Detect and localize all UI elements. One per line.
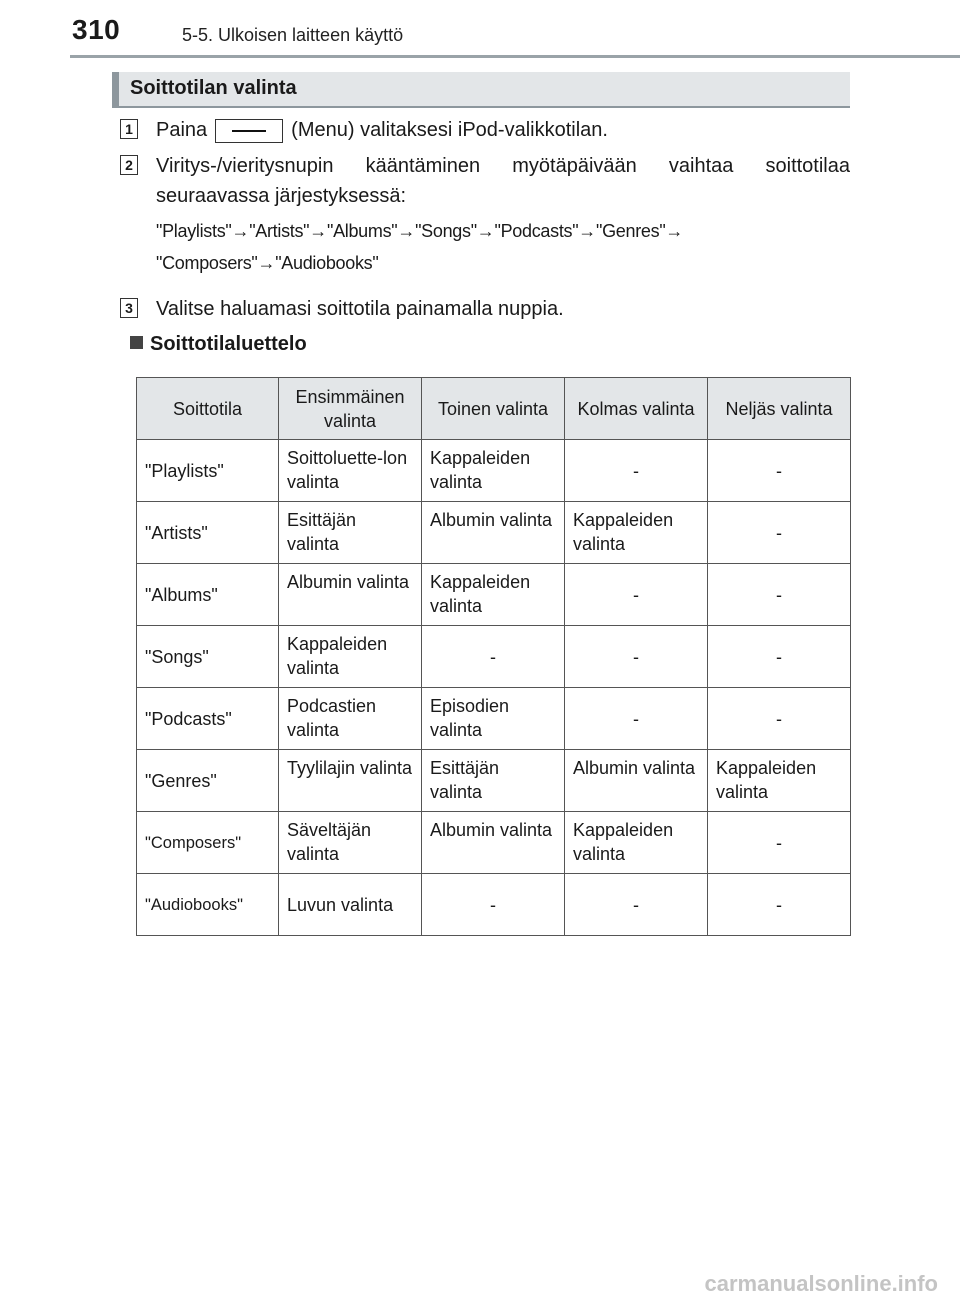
table-cell: Albumin valinta: [422, 812, 565, 874]
table-cell: -: [708, 440, 851, 502]
mode-cell: "Audiobooks": [137, 874, 279, 936]
menu-button-icon: [215, 119, 283, 143]
table-row: [137, 502, 851, 564]
table-row: [137, 688, 851, 750]
table-cell: -: [422, 626, 565, 688]
mode-cell: "Songs": [137, 626, 279, 688]
table-row: [137, 750, 851, 812]
table-cell: Albumin valinta: [279, 564, 422, 626]
table-cell: -: [708, 564, 851, 626]
table-cell: Podcastien valinta: [279, 688, 422, 750]
header-cell: Neljäs valinta: [708, 378, 851, 440]
table-row: [137, 874, 851, 936]
table-cell: Soittoluette-lon valinta: [279, 440, 422, 502]
table-cell: Tyylilajin valinta: [279, 750, 422, 812]
table-cell: -: [708, 812, 851, 874]
table-row: [137, 812, 851, 874]
table-cell: Episodien valinta: [422, 688, 565, 750]
step-1-text: [156, 115, 850, 145]
step-number-2: 2: [120, 155, 138, 175]
table-cell: Kappaleiden valinta: [422, 440, 565, 502]
table-cell: Säveltäjän valinta: [279, 812, 422, 874]
menu-dash-icon: [232, 130, 266, 132]
table-cell: Esittäjän valinta: [279, 502, 422, 564]
page-number: 310: [72, 14, 121, 45]
table-cell: -: [708, 688, 851, 750]
table-cell: Kappaleiden valinta: [565, 812, 708, 874]
header-cell: Kolmas valinta: [565, 378, 708, 440]
table-cell: -: [565, 564, 708, 626]
table-cell: Kappaleiden valinta: [422, 564, 565, 626]
mode-cell: "Podcasts": [137, 688, 279, 750]
table-cell: -: [708, 502, 851, 564]
section-header: [112, 72, 850, 108]
mode-sequence-line-2: "Composers"→"Audiobooks": [156, 253, 379, 273]
table-row: [137, 440, 851, 502]
header-cell: Ensimmäinen valinta: [279, 378, 422, 440]
mode-cell: "Playlists": [137, 440, 279, 502]
mode-cell: "Artists": [137, 502, 279, 564]
table-cell: Albumin valinta: [565, 750, 708, 812]
table-cell: -: [565, 874, 708, 936]
table-header-row: [137, 378, 851, 440]
table-cell: -: [565, 626, 708, 688]
step-number-1: 1: [120, 119, 138, 139]
table-row: [137, 626, 851, 688]
header-cell: Soittotila: [137, 378, 279, 440]
subheading: [130, 333, 307, 356]
mode-cell: "Composers": [137, 812, 279, 874]
table-cell: -: [708, 626, 851, 688]
table-cell: Esittäjän valinta: [422, 750, 565, 812]
step-number-3: 3: [120, 298, 138, 318]
mode-table: [136, 377, 851, 936]
table-cell: Kappaleiden valinta: [279, 626, 422, 688]
table-cell: Luvun valinta: [279, 874, 422, 936]
section-title: Soittotilan valinta: [130, 77, 297, 99]
watermark: carmanualsonline.info: [704, 1271, 938, 1296]
mode-sequence-line-1: "Playlists"→"Artists"→"Albums"→"Songs"→"Podcasts"→"Genres"→: [156, 221, 684, 241]
subheading-text: Soittotilaluettelo: [150, 333, 307, 355]
table-cell: -: [565, 440, 708, 502]
mode-cell: "Albums": [137, 564, 279, 626]
step-1-before: Paina: [156, 119, 208, 141]
header-rule: [70, 55, 960, 58]
square-bullet-icon: [130, 336, 143, 349]
mode-cell: "Genres": [137, 750, 279, 812]
table-cell: -: [708, 874, 851, 936]
step-3-text: Valitse haluamasi soittotila painamalla nuppia.: [156, 298, 564, 320]
table-cell: -: [565, 688, 708, 750]
step-1-after: (Menu) valitaksesi iPod-valikkotilan.: [291, 119, 608, 141]
section-header-bar: [112, 72, 119, 106]
table-cell: Albumin valinta: [422, 502, 565, 564]
header-cell: Toinen valinta: [422, 378, 565, 440]
table-row: [137, 564, 851, 626]
table-cell: -: [422, 874, 565, 936]
chapter-title: 5-5. Ulkoisen laitteen käyttö: [182, 25, 404, 45]
step-2-text: Viritys-/vieritysnupin kääntäminen myötäpäivään vaihtaa soittotilaa seuraavassa järjestyksessä:: [156, 155, 850, 207]
table-cell: Kappaleiden valinta: [565, 502, 708, 564]
table-cell: Kappaleiden valinta: [708, 750, 851, 812]
